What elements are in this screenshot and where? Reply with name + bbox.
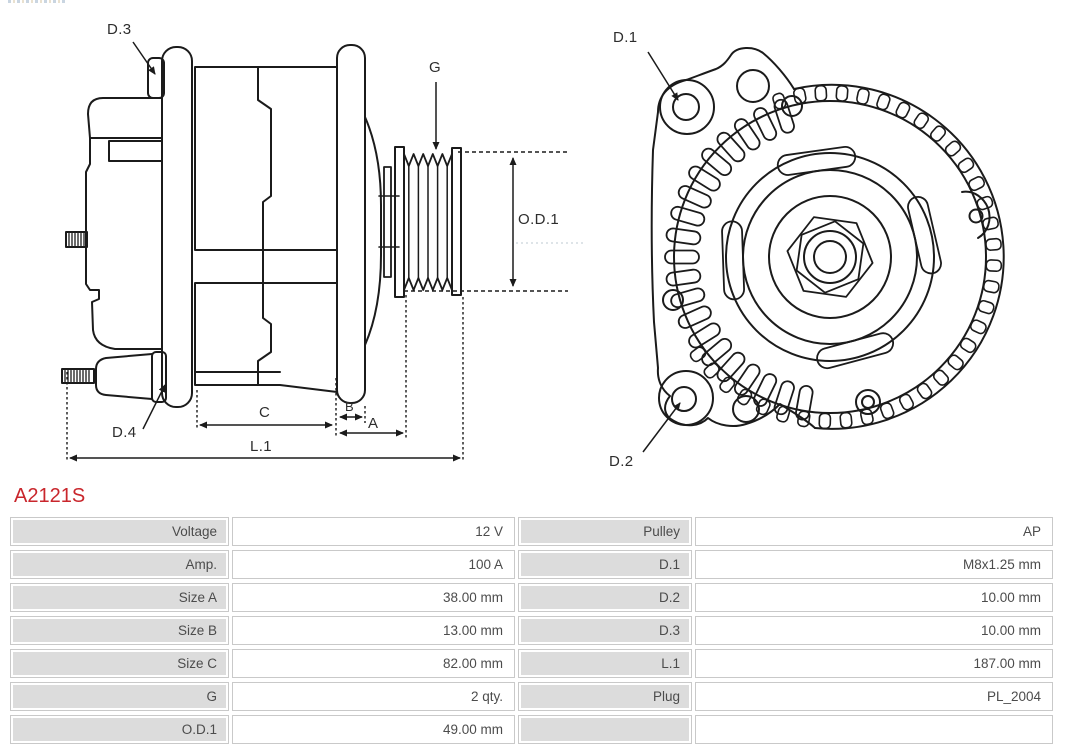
alternator-side-view	[62, 45, 461, 407]
drive-end-bulge	[365, 117, 381, 345]
spec-value-cell: 2 qty.	[232, 682, 515, 711]
alternator-front-view	[652, 48, 1004, 429]
top-lug-boss	[660, 80, 714, 134]
spec-value-cell: 187.00 mm	[695, 649, 1053, 678]
body-upper	[195, 67, 337, 250]
outer-rim-arc	[794, 85, 1004, 429]
pulley-left-flange	[395, 147, 404, 297]
spec-value-cell: 13.00 mm	[232, 616, 515, 645]
spec-label-cell	[518, 715, 692, 744]
bottom-small-hole	[733, 396, 759, 422]
terminal-block	[152, 352, 166, 402]
right-tab	[962, 192, 990, 238]
pulley-face-outer	[726, 153, 934, 361]
spec-label-cell: D.1	[518, 550, 692, 579]
label-od1: O.D.1	[518, 211, 560, 228]
label-d4: D.4	[112, 424, 137, 441]
spec-label-cell: L.1	[518, 649, 692, 678]
spec-label-cell: Size C	[10, 649, 229, 678]
spec-label-cell: Size A	[10, 583, 229, 612]
label-d3: D.3	[107, 21, 132, 38]
fan-spokes	[722, 146, 943, 371]
stud-2-threads	[65, 371, 89, 382]
spec-table	[10, 517, 1053, 744]
spec-label-cell: D.2	[518, 583, 692, 612]
spec-label-cell: Voltage	[10, 517, 229, 546]
spec-label-cell: O.D.1	[10, 715, 229, 744]
body-lower	[195, 283, 337, 392]
label-l1: L.1	[250, 438, 273, 455]
spec-value-cell: PL_2004	[695, 682, 1053, 711]
spec-value-cell: 49.00 mm	[232, 715, 515, 744]
shaft-end	[814, 241, 846, 273]
spec-value-cell: 38.00 mm	[232, 583, 515, 612]
rear-housing-slot	[109, 141, 162, 161]
d4-arrow	[143, 385, 165, 429]
spec-label-cell: D.3	[518, 616, 692, 645]
pulley-grooves	[404, 154, 452, 290]
label-b: B	[345, 399, 355, 414]
label-a: A	[368, 415, 379, 432]
stud-1-threads	[69, 234, 84, 246]
part-number-heading: A2121S	[14, 485, 86, 507]
shaft-washer	[384, 167, 391, 277]
terminal-body	[96, 354, 152, 399]
label-d2: D.2	[609, 453, 634, 470]
top-bolt-hole	[737, 70, 769, 102]
spec-value-cell: 10.00 mm	[695, 616, 1053, 645]
front-ear-bar	[337, 45, 365, 403]
spec-value-cell: 100 A	[232, 550, 515, 579]
bottom-lug-boss	[659, 371, 713, 425]
spec-label-cell: G	[10, 682, 229, 711]
shaft-nut-hex	[787, 217, 872, 297]
nut-washer	[804, 231, 856, 283]
spec-value-cell: 82.00 mm	[232, 649, 515, 678]
front-flange-bar	[162, 47, 192, 407]
body-contour	[258, 67, 271, 385]
spec-label-cell: Pulley	[518, 517, 692, 546]
pulley-right-flange	[452, 148, 461, 295]
label-g: G	[429, 59, 442, 76]
label-c: C	[259, 404, 271, 421]
rear-housing-outline	[86, 98, 162, 349]
bottom-lug-hole-d2	[672, 387, 696, 411]
label-d1: D.1	[613, 29, 638, 46]
pulley-face-inner	[769, 196, 891, 318]
spec-label-cell: Amp.	[10, 550, 229, 579]
spec-value-cell: M8x1.25 mm	[695, 550, 1053, 579]
spec-value-cell	[695, 715, 1053, 744]
spec-value-cell: 10.00 mm	[695, 583, 1053, 612]
spec-value-cell: AP	[695, 517, 1053, 546]
dimension-lines	[67, 42, 680, 461]
spec-label-cell: Plug	[518, 682, 692, 711]
spec-label-cell: Size B	[10, 616, 229, 645]
spec-value-cell: 12 V	[232, 517, 515, 546]
